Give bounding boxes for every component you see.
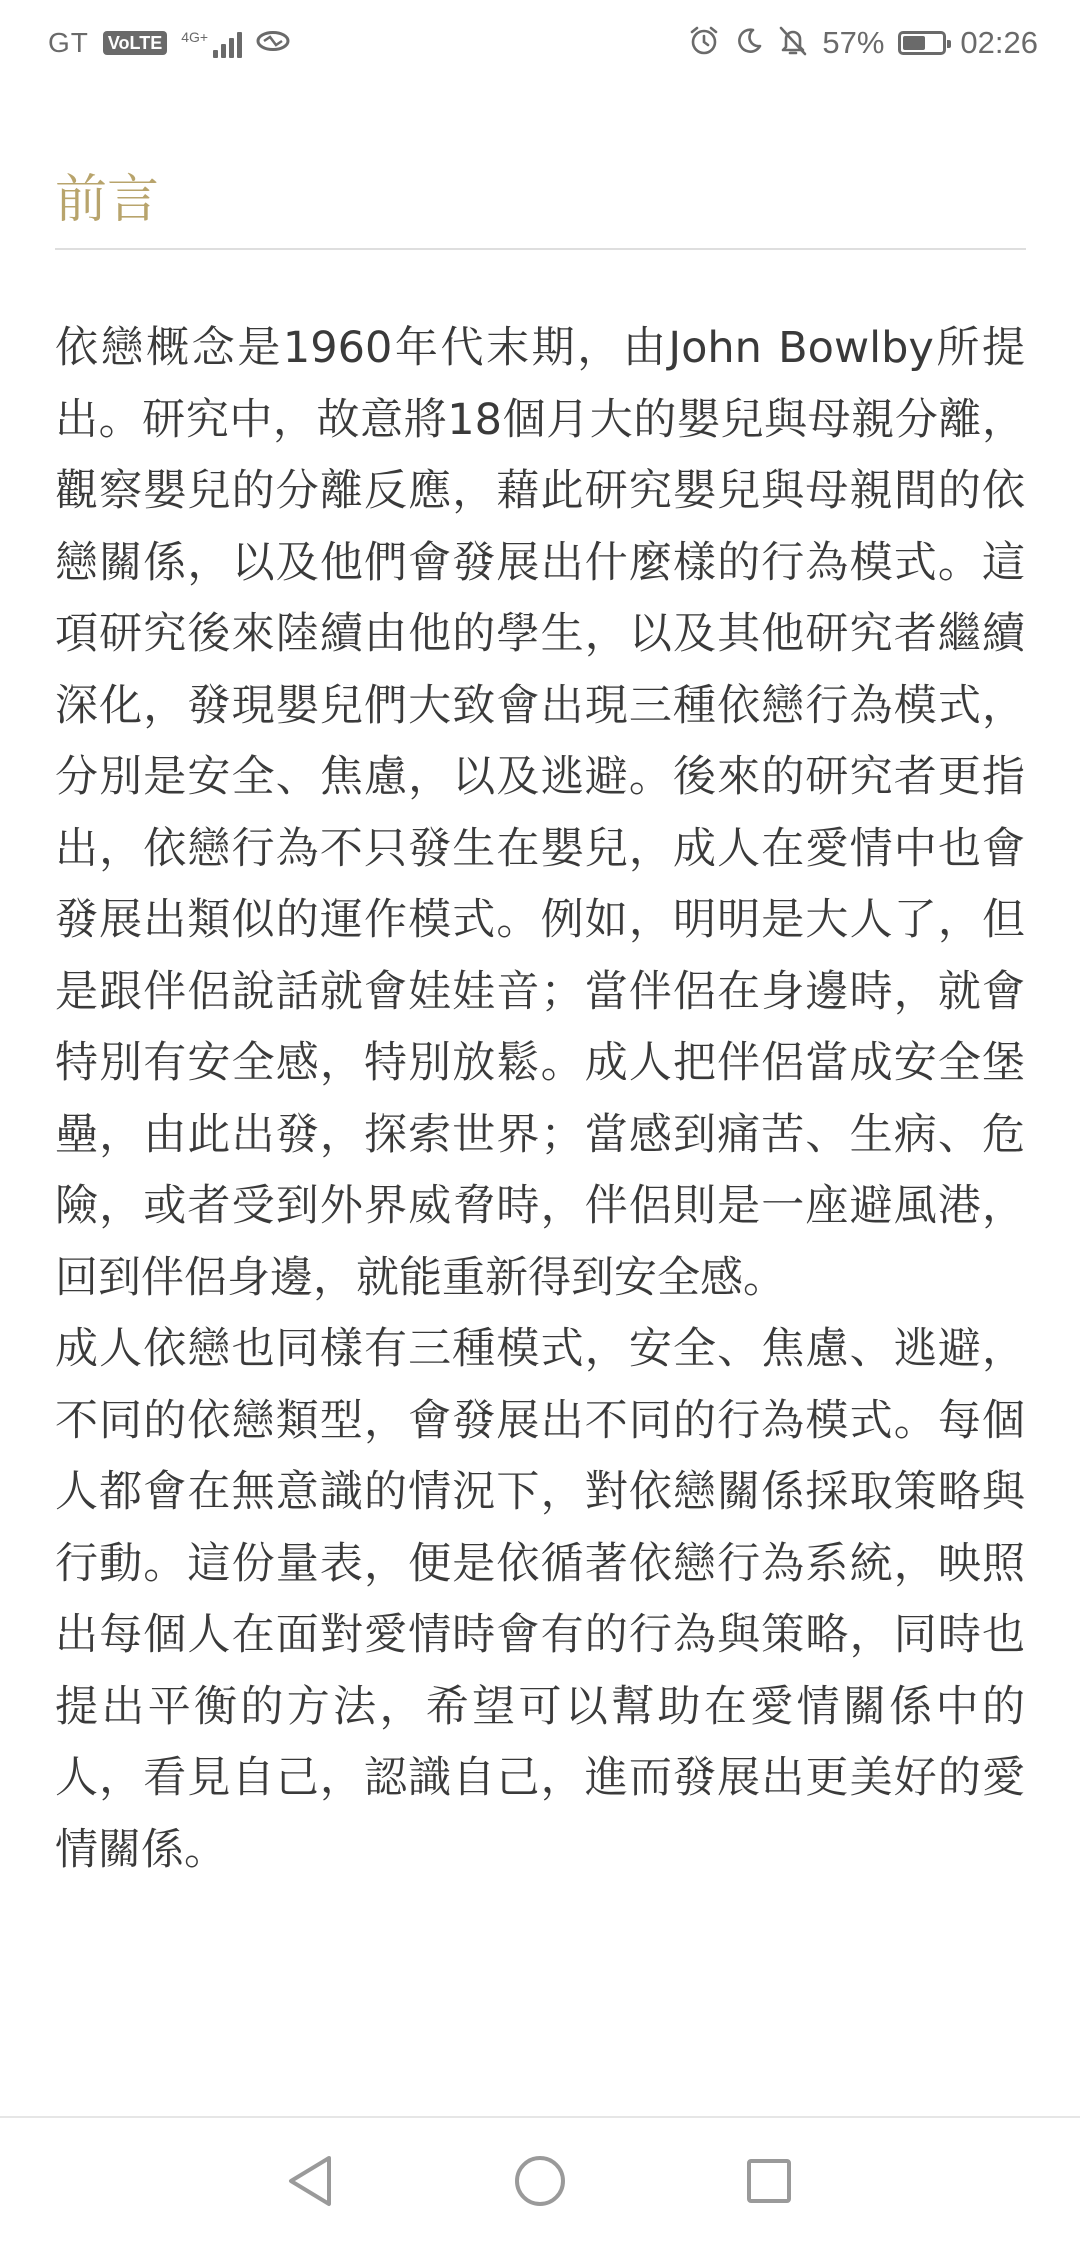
title-divider: [55, 248, 1026, 250]
article-paragraph: 成人依戀也同樣有三種模式，安全、焦慮、逃避，不同的依戀類型，會發展出不同的行為模式。每個人都會在無意識的情況下，對依戀關係採取策略與行動。這份量表，便是依循著依戀行為系統，映照出每個人在面對愛情時會有的行為與策略，同時也提出平衡的方法，希望可以幫助在愛情關係中的人，看見自己，認識自己，進而發展出更美好的愛情關係。: [55, 1324, 1025, 1875]
moon-icon: [734, 26, 764, 61]
back-button[interactable]: [275, 2146, 345, 2216]
battery-level-fill: [903, 36, 925, 50]
back-triangle-icon: [285, 2153, 335, 2209]
signal-icon: [181, 28, 242, 58]
recent-square-icon: [745, 2157, 793, 2205]
section-title: 前言: [55, 170, 160, 230]
status-clock: 02:26: [960, 25, 1038, 60]
network-type-label: 4G+: [181, 29, 209, 45]
navigation-bar: [0, 2118, 1080, 2244]
status-left: [48, 27, 290, 59]
bell-off-icon: [778, 25, 808, 62]
status-right: [688, 25, 1038, 62]
home-button[interactable]: [505, 2146, 575, 2216]
article-paragraph: 依戀概念是1960年代末期，由John Bowlby所提出。研究中，故意將18個月大的嬰兒與母親分離，觀察嬰兒的分離反應，藉此研究嬰兒與母親間的依戀關係，以及他們會發展出什麼樣的行為模式。這項研究後來陸續由他的學生，以及其他研究者繼續深化，發現嬰兒們大致會出現三種依戀行為模式，分別是安全、焦慮，以及逃避。後來的研究者更指出，依戀行為不只發生在嬰兒，成人在愛情中也會發展出類似的運作模式。例如，明明是大人了，但是跟伴侶說話就會娃娃音；當伴侶在身邊時，就會特別有安全感，特別放鬆。成人把伴侶當成安全堡壘，由此出發，探索世界；當感到痛苦、生病、危險，或者受到外界威脅時，伴侶則是一座避風港，回到伴侶身邊，就能重新得到安全感。: [55, 323, 1025, 1303]
alarm-icon: [688, 25, 720, 62]
battery-percent: 57%: [822, 25, 885, 60]
article-body: [55, 313, 1025, 1886]
status-bar: [0, 0, 1080, 86]
carrier-label: GT: [48, 27, 89, 58]
volte-badge: VoLTE: [103, 31, 167, 55]
battery-icon: [898, 31, 946, 55]
recent-apps-button[interactable]: [734, 2146, 804, 2216]
home-circle-icon: [513, 2154, 567, 2208]
eye-icon: [256, 30, 290, 57]
